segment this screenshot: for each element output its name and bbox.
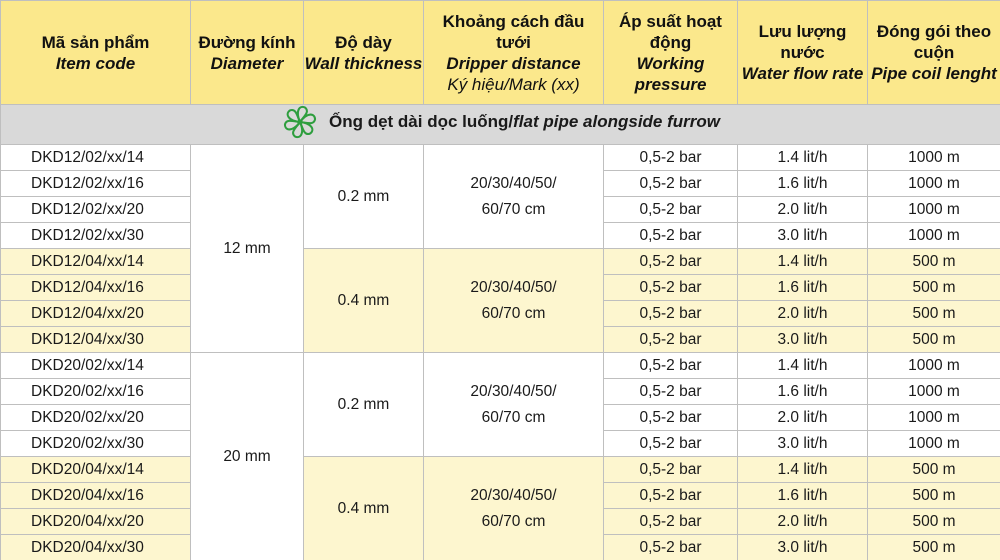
- dripper-distance-line1: 20/30/40/50/: [470, 486, 557, 504]
- item-code-cell: DKD20/04/xx/14: [1, 457, 191, 483]
- flow-rate-cell: 3.0 lit/h: [738, 223, 868, 249]
- flow-rate-cell: 2.0 lit/h: [738, 509, 868, 535]
- dripper-distance-cell: [424, 457, 604, 560]
- coil-length-cell: 1000 m: [868, 431, 1000, 457]
- pressure-cell: 0,5-2 bar: [604, 405, 738, 431]
- item-code-cell: DKD20/04/xx/30: [1, 535, 191, 560]
- pressure-cell: 0,5-2 bar: [604, 301, 738, 327]
- dripper-distance-cell: [424, 353, 604, 457]
- item-code-cell: DKD20/04/xx/16: [1, 483, 191, 509]
- header-flow-en: Water flow rate: [741, 64, 864, 83]
- header-item-code-vi: Mã sản phẩm: [41, 32, 150, 52]
- item-code-cell: DKD20/02/xx/30: [1, 431, 191, 457]
- pressure-cell: 0,5-2 bar: [604, 249, 738, 275]
- pressure-cell: 0,5-2 bar: [604, 171, 738, 197]
- coil-length-cell: 500 m: [868, 275, 1000, 301]
- dripper-distance-line2: 60/70 cm: [481, 304, 546, 322]
- pressure-cell: 0,5-2 bar: [604, 457, 738, 483]
- wall-thickness-cell: 0.4 mm: [304, 249, 424, 353]
- header-coil-vi: Đóng gói theo cuộn: [876, 22, 992, 62]
- item-code-cell: DKD12/02/xx/16: [1, 171, 191, 197]
- coil-length-cell: 1000 m: [868, 353, 1000, 379]
- section-title: [1, 105, 1000, 145]
- flow-rate-cell: 1.4 lit/h: [738, 249, 868, 275]
- flow-rate-cell: 1.6 lit/h: [738, 275, 868, 301]
- pressure-cell: 0,5-2 bar: [604, 353, 738, 379]
- diameter-cell: 12 mm: [191, 145, 304, 353]
- flow-rate-cell: 2.0 lit/h: [738, 301, 868, 327]
- item-code-cell: DKD20/04/xx/20: [1, 509, 191, 535]
- flow-rate-cell: 2.0 lit/h: [738, 197, 868, 223]
- pressure-cell: 0,5-2 bar: [604, 431, 738, 457]
- item-code-cell: DKD12/04/xx/20: [1, 301, 191, 327]
- flow-rate-cell: 1.4 lit/h: [738, 457, 868, 483]
- wall-thickness-cell: 0.2 mm: [304, 145, 424, 249]
- header-pipe-coil: [868, 1, 1000, 105]
- header-pressure-vi: Áp suất hoạt động: [619, 11, 722, 52]
- flow-rate-cell: 3.0 lit/h: [738, 327, 868, 353]
- coil-length-cell: 500 m: [868, 249, 1000, 275]
- table-row: [1, 145, 1000, 171]
- table-row: [1, 457, 1000, 483]
- flow-rate-cell: 1.6 lit/h: [738, 483, 868, 509]
- section-title-vi: Ống dẹt dài dọc luống/: [328, 112, 514, 131]
- coil-length-cell: 1000 m: [868, 223, 1000, 249]
- flow-rate-cell: 1.6 lit/h: [738, 379, 868, 405]
- header-item-code: [1, 1, 191, 105]
- header-item-code-en: Item code: [55, 53, 136, 73]
- propeller-logo-icon: [281, 105, 319, 139]
- pressure-cell: 0,5-2 bar: [604, 145, 738, 171]
- header-diameter-vi: Đường kính: [198, 32, 296, 52]
- item-code-cell: DKD12/04/xx/30: [1, 327, 191, 353]
- flow-rate-cell: 1.4 lit/h: [738, 145, 868, 171]
- header-wall-vi: Độ dày: [335, 32, 392, 52]
- pressure-cell: 0,5-2 bar: [604, 535, 738, 560]
- header-coil-en: Pipe coil lenght: [871, 64, 997, 83]
- section-row: [1, 105, 1000, 145]
- item-code-cell: DKD20/02/xx/14: [1, 353, 191, 379]
- coil-length-cell: 500 m: [868, 483, 1000, 509]
- wall-thickness-cell: 0.4 mm: [304, 457, 424, 560]
- section-title-en: flat pipe alongside furrow: [513, 112, 720, 131]
- item-code-cell: DKD12/02/xx/20: [1, 197, 191, 223]
- coil-length-cell: 500 m: [868, 301, 1000, 327]
- flow-rate-cell: 1.6 lit/h: [738, 171, 868, 197]
- diameter-cell: 20 mm: [191, 353, 304, 560]
- coil-length-cell: 1000 m: [868, 197, 1000, 223]
- dripper-distance-line2: 60/70 cm: [481, 200, 546, 218]
- item-code-cell: DKD12/04/xx/14: [1, 249, 191, 275]
- header-wall-en: Wall thickness: [304, 53, 423, 73]
- flow-rate-cell: 3.0 lit/h: [738, 431, 868, 457]
- table-row: [1, 353, 1000, 379]
- item-code-cell: DKD12/02/xx/30: [1, 223, 191, 249]
- coil-length-cell: 500 m: [868, 457, 1000, 483]
- pressure-cell: 0,5-2 bar: [604, 223, 738, 249]
- item-code-cell: DKD20/02/xx/16: [1, 379, 191, 405]
- coil-length-cell: 500 m: [868, 327, 1000, 353]
- pressure-cell: 0,5-2 bar: [604, 483, 738, 509]
- dripper-distance-line1: 20/30/40/50/: [470, 278, 557, 296]
- flow-rate-cell: 1.4 lit/h: [738, 353, 868, 379]
- dripper-distance-line2: 60/70 cm: [481, 408, 546, 426]
- pressure-cell: 0,5-2 bar: [604, 275, 738, 301]
- header-water-flow: [738, 1, 868, 105]
- pressure-cell: 0,5-2 bar: [604, 379, 738, 405]
- header-dripper-distance: [424, 1, 604, 105]
- header-dripper-vi: Khoảng cách đầu tưới: [442, 11, 585, 52]
- header-dripper-en: Dripper distance: [446, 53, 581, 73]
- header-diameter-en: Diameter: [210, 53, 284, 73]
- dripper-distance-line1: 20/30/40/50/: [470, 382, 557, 400]
- pressure-cell: 0,5-2 bar: [604, 509, 738, 535]
- dripper-distance-cell: [424, 249, 604, 353]
- header-wall-thickness: [304, 1, 424, 105]
- dripper-distance-line1: 20/30/40/50/: [470, 174, 557, 192]
- coil-length-cell: 1000 m: [868, 405, 1000, 431]
- dripper-distance-line2: 60/70 cm: [481, 512, 546, 530]
- item-code-cell: DKD12/04/xx/16: [1, 275, 191, 301]
- coil-length-cell: 1000 m: [868, 145, 1000, 171]
- pressure-cell: 0,5-2 bar: [604, 327, 738, 353]
- flow-rate-cell: 3.0 lit/h: [738, 535, 868, 560]
- coil-length-cell: 500 m: [868, 509, 1000, 535]
- item-code-cell: DKD20/02/xx/20: [1, 405, 191, 431]
- coil-length-cell: 500 m: [868, 535, 1000, 560]
- header-flow-vi: Lưu lượng nước: [758, 22, 847, 62]
- header-row: [1, 1, 1000, 105]
- coil-length-cell: 1000 m: [868, 171, 1000, 197]
- item-code-cell: DKD12/02/xx/14: [1, 145, 191, 171]
- header-diameter: [191, 1, 304, 105]
- header-pressure-en: Working pressure: [634, 53, 707, 94]
- header-dripper-sub: Ký hiệu/Mark (xx): [447, 74, 580, 94]
- coil-length-cell: 1000 m: [868, 379, 1000, 405]
- flow-rate-cell: 2.0 lit/h: [738, 405, 868, 431]
- table-row: [1, 249, 1000, 275]
- wall-thickness-cell: 0.2 mm: [304, 353, 424, 457]
- dripper-distance-cell: [424, 145, 604, 249]
- header-working-pressure: [604, 1, 738, 105]
- pressure-cell: 0,5-2 bar: [604, 197, 738, 223]
